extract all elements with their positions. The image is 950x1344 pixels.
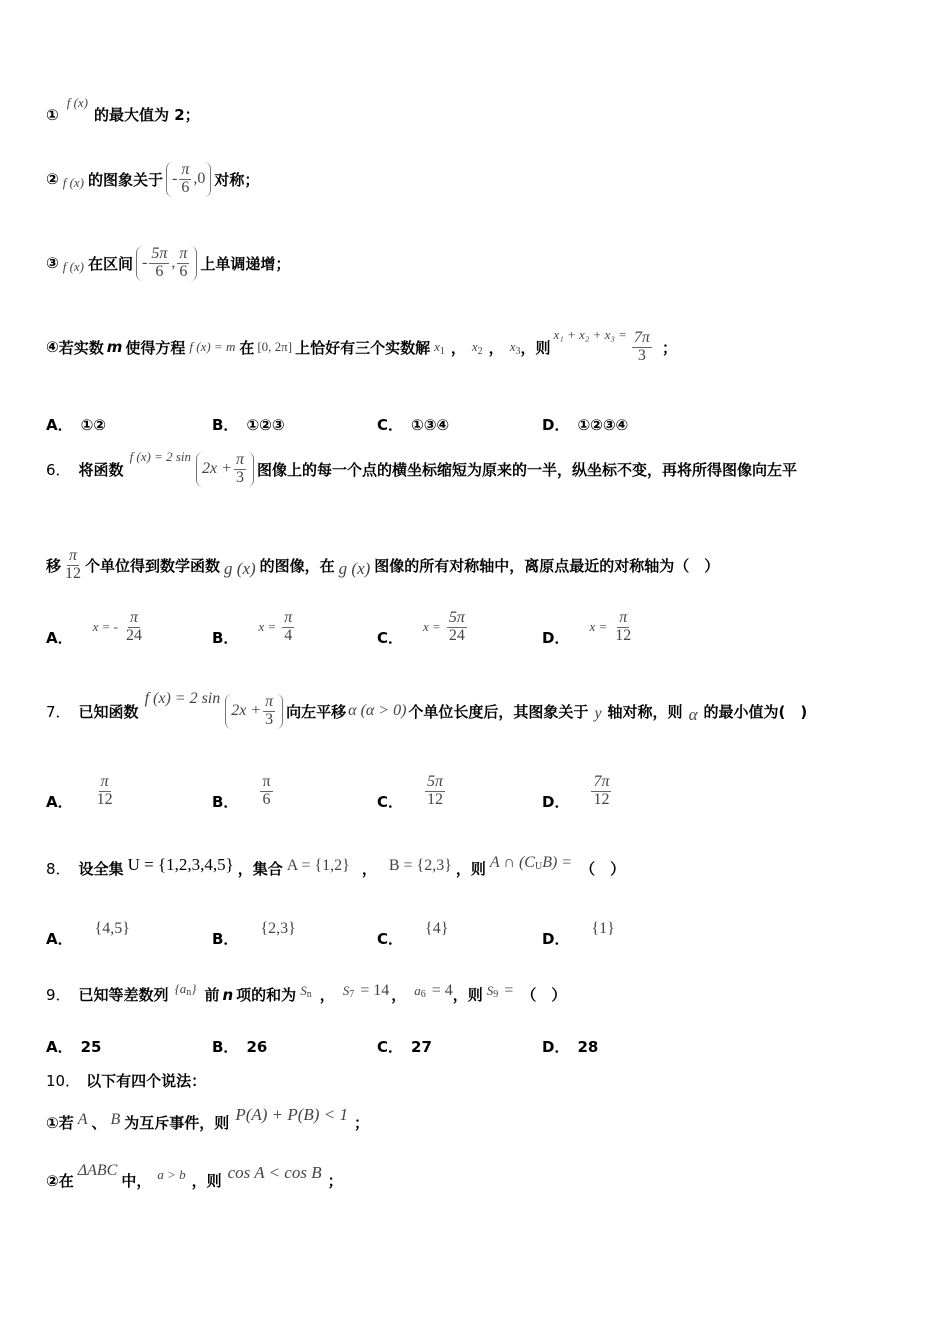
q5-option-a[interactable] [46,414,106,435]
set-b: B = {2,3} [388,856,452,874]
numerator: π [265,693,274,710]
fraction [63,548,83,583]
question-text: 个单位长度后，其图象关于 [408,702,589,721]
denominator: 24 [448,626,465,644]
condition-expr: a > b [157,1166,186,1182]
fraction [425,774,445,809]
inner-expr: 2x + [231,702,262,720]
q7-option-c[interactable] [377,774,447,809]
statement-text: 的图象关于 [88,170,164,189]
option-label: C． [377,930,404,948]
sin-paren [225,694,283,729]
q5-option-c[interactable] [377,414,449,435]
numerator: π [262,773,271,790]
universal-set: U = {1,2,3,4,5} [127,854,234,874]
x3-sub: 3 [515,345,521,357]
option-label: D． [542,628,570,647]
statement-text: 上恰好有三个实数解 [295,338,431,357]
fraction [591,774,611,809]
a6-value: = 4 [431,981,453,999]
question-text: 移 [46,556,62,575]
q9-option-a[interactable] [46,1036,101,1057]
fx-expr: f (x) [62,259,84,275]
option-value: 28 [577,1037,599,1056]
option-label: C． [377,628,404,647]
fraction [447,610,467,645]
x1: x [434,339,440,355]
q8-option-d[interactable] [542,918,615,948]
q6-option-a[interactable] [46,610,146,645]
circled-four: ④ [46,338,59,357]
numerator: 5π [151,245,168,262]
option-label: A． [46,930,73,948]
question-text: ，则 [455,860,486,878]
sep: ， [391,986,407,1004]
fraction [234,452,246,487]
question-text: （ ） [580,860,626,878]
sep: ， [488,338,504,357]
s9-eq: = [504,981,514,999]
option-value: {4,5} [94,919,130,937]
q8-option-b[interactable] [212,918,296,948]
x1-sub: 1 [439,345,445,357]
numerator: 5π [427,773,444,790]
numerator: 7π [633,329,650,346]
probability-expr: P(A) + P(B) < 1 [235,1104,348,1124]
fraction [124,610,144,645]
numerator: π [619,609,628,626]
fraction [282,610,294,645]
sequence-sub: n [186,987,192,998]
denominator: 3 [637,346,646,364]
fx-expr: f (x) [66,94,88,110]
option-value: {1} [591,919,615,937]
denominator: 12 [593,790,610,808]
circled-one: ① [46,105,59,124]
question-text: 个单位得到数学函数 [85,556,221,575]
x2-sub: 2 [477,345,483,357]
question-number: 10． [46,1072,81,1090]
question-text: 前 [204,986,220,1004]
statement-2 [46,162,259,197]
option-prefix: x = [589,619,608,635]
denominator: 24 [125,626,142,644]
denominator: 12 [427,790,444,808]
denominator: 12 [96,790,113,808]
denominator: 4 [284,626,293,644]
neg-sign: - [142,254,148,272]
var-n: n [222,985,234,1004]
numerator: π [179,245,188,262]
statement-text: 在区间 [88,254,134,273]
event-b: B [110,1110,121,1128]
s7-sub: 7 [349,989,355,1000]
denominator: 3 [265,710,274,728]
numerator: π [181,161,190,178]
q7-option-b[interactable] [212,774,275,809]
question-text: 以下有四个说法： [86,1072,207,1090]
denominator: 6 [181,178,190,196]
var-m: m [106,338,123,357]
q7-option-a[interactable] [46,774,117,809]
question-text: 项的和为 [236,986,297,1004]
q9-option-d[interactable] [542,1036,598,1057]
question-text: 将函数 [78,460,124,479]
question-7 [46,690,808,729]
question-number: 9． [46,986,71,1004]
point-tail: ,0 [193,170,206,188]
set-expression: B) = [542,853,573,871]
numerator: π [284,609,293,626]
s9-sub: 9 [493,989,499,1000]
question-text: 轴对称，则 [607,702,683,721]
option-prefix: x = - [92,619,118,635]
question-number: 7． [46,702,71,721]
option-label: A． [46,628,73,647]
option-label: A． [46,1038,73,1056]
sum-expr: x₁ + x₂ + x₃ = [553,327,627,343]
fraction [613,610,633,645]
option-label: B． [212,1038,239,1056]
question-text: 设全集 [78,860,124,878]
sep: ， [319,986,335,1004]
option-value: {2,3} [260,919,296,937]
numerator: π [100,773,109,790]
q6-option-c[interactable] [377,610,469,645]
denominator: 12 [615,626,632,644]
question-10 [46,1070,206,1091]
statement-text: 中， [121,1172,152,1190]
statement-text: 上单调递增； [200,254,291,273]
option-label: B． [212,792,239,811]
inner-expr: 2x + [202,460,232,478]
option-label: C． [377,416,404,434]
denominator: 3 [235,468,244,486]
neg-sign: - [172,170,178,188]
question-number: 6． [46,460,71,479]
interval: [0, 2π] [257,339,293,355]
sep: ， [361,860,377,878]
circled-three: ③ [46,254,59,273]
circled-one: ① [46,1113,59,1132]
q7-option-d[interactable] [542,774,613,809]
question-text: 图像的所有对称轴中，离原点最近的对称轴为（ ） [374,556,720,575]
g-expr: g (x) [338,559,371,579]
option-label: A． [46,792,73,811]
question-6-line-2 [46,548,719,583]
denominator: 6 [155,262,164,280]
alpha-expr: α (α > 0) [348,702,407,720]
cos-expr: cos A < cos B [227,1162,322,1182]
statement-text: 使得方程 [125,338,186,357]
question-8 [46,853,626,879]
function-expr: f (x) = 2 sin [129,449,192,465]
fraction [632,330,652,365]
option-label: B． [212,628,239,647]
sequence: } [191,980,197,996]
circled-two: ② [46,170,59,189]
q6-option-b[interactable] [212,610,296,645]
question-text: 的图像，在 [259,556,335,575]
denominator: 12 [65,564,82,582]
sum-sub: n [306,989,312,1000]
sequence: {a [174,980,187,996]
set-expression: A ∩ (C [489,853,535,871]
interval-paren: - $\frac{5\pi}{6}$ , $\frac{\pi}{6}$ [136,246,197,281]
question-text: （ ） [521,986,567,1004]
alpha-var: α [688,705,698,725]
sin-paren [196,452,254,487]
statement-text: ，则 [191,1172,222,1190]
question-6-line-1 [46,449,797,487]
option-label: D． [542,930,570,948]
option-label: B． [212,930,239,948]
a6: a [414,982,421,998]
complement-sub: U [534,861,543,872]
q9-option-c[interactable] [377,1036,432,1057]
option-label: C． [377,1038,404,1056]
statement-3 [46,246,290,281]
sep: 、 [91,1114,107,1132]
option-label: D． [542,416,570,434]
q5-option-b[interactable] [212,414,285,435]
q5-option-d[interactable] [542,414,628,435]
q9-option-b[interactable] [212,1036,267,1057]
option-prefix: x = [258,619,277,635]
q10-statement-2 [46,1161,343,1191]
statement-text: 的最大值为 2； [94,106,200,124]
q8-option-c[interactable] [377,918,449,948]
option-prefix: x = [423,619,441,635]
question-text: ，集合 [237,860,283,878]
event-a: A [77,1110,88,1128]
option-value: {4} [425,919,449,937]
triangle-expr: ΔABC [77,1161,118,1179]
fraction [179,162,191,197]
question-text: 的最小值为( ) [703,702,808,721]
option-label: A． [46,416,73,434]
q8-option-a[interactable] [46,918,130,948]
numerator: 5π [448,609,465,626]
g-expr: g (x) [224,559,256,579]
statement-text: 在 [58,1172,74,1190]
fraction [263,694,275,729]
fx-expr: f (x) [62,175,84,191]
option-value: ①③④ [411,415,450,434]
s9: S [486,982,494,998]
question-text: ，则 [452,986,483,1004]
s7: S [342,982,350,998]
fraction [260,774,272,809]
option-label: D． [542,1038,570,1056]
numerator: π [235,451,244,468]
question-text: 向左平移 [286,702,347,721]
question-text: 图像上的每一个点的横坐标缩短为原来的一半，纵坐标不变，再将所得图像向左平 [256,460,797,479]
circled-two: ② [46,1171,59,1190]
y-var: y [594,705,602,723]
statement-end: ； [327,1172,343,1190]
statement-end: ； [661,338,677,357]
question-text: 已知等差数列 [78,986,169,1004]
x3: x [509,339,516,355]
question-9 [46,980,567,1005]
x2: x [471,339,478,355]
statement-text: 若 [58,1114,74,1132]
denominator: 6 [262,790,271,808]
s7-value: = 14 [360,981,390,999]
q10-statement-1 [46,1104,369,1133]
numerator: π [69,547,78,564]
statement-text: 若实数 [58,338,104,357]
statement-text: ，则 [520,338,551,357]
numerator: π [129,609,138,626]
option-label: C． [377,792,404,811]
statement-text: 为互斥事件，则 [124,1114,230,1132]
option-label: D． [542,792,570,811]
denominator: 6 [179,262,188,280]
statement-1 [46,94,200,125]
statement-text: 在 [239,338,255,357]
sep: ， [450,338,466,357]
option-value: 26 [246,1037,268,1056]
point-paren [166,162,211,197]
sum-s: S [300,982,307,998]
statement-end: ； [353,1114,369,1132]
option-value: ①②③ [246,415,285,434]
option-label: B． [212,416,239,434]
a6-sub: 6 [420,989,426,1000]
option-value: 25 [80,1037,102,1056]
statement-text: 对称； [214,170,260,189]
equation: f (x) = m [189,339,236,355]
fraction [149,246,169,281]
question-text: 已知函数 [78,702,139,721]
statement-4 [46,327,677,365]
fraction [177,246,189,281]
numerator: 7π [593,773,610,790]
question-number: 8． [46,860,71,878]
option-value: 27 [411,1037,432,1056]
q6-option-d[interactable] [542,610,635,645]
option-value: ①②③④ [577,415,629,434]
set-a: A = {1,2} [286,856,350,874]
option-value: ①② [80,415,107,434]
fraction [95,774,115,809]
function-expr: f (x) = 2 sin [144,690,221,708]
